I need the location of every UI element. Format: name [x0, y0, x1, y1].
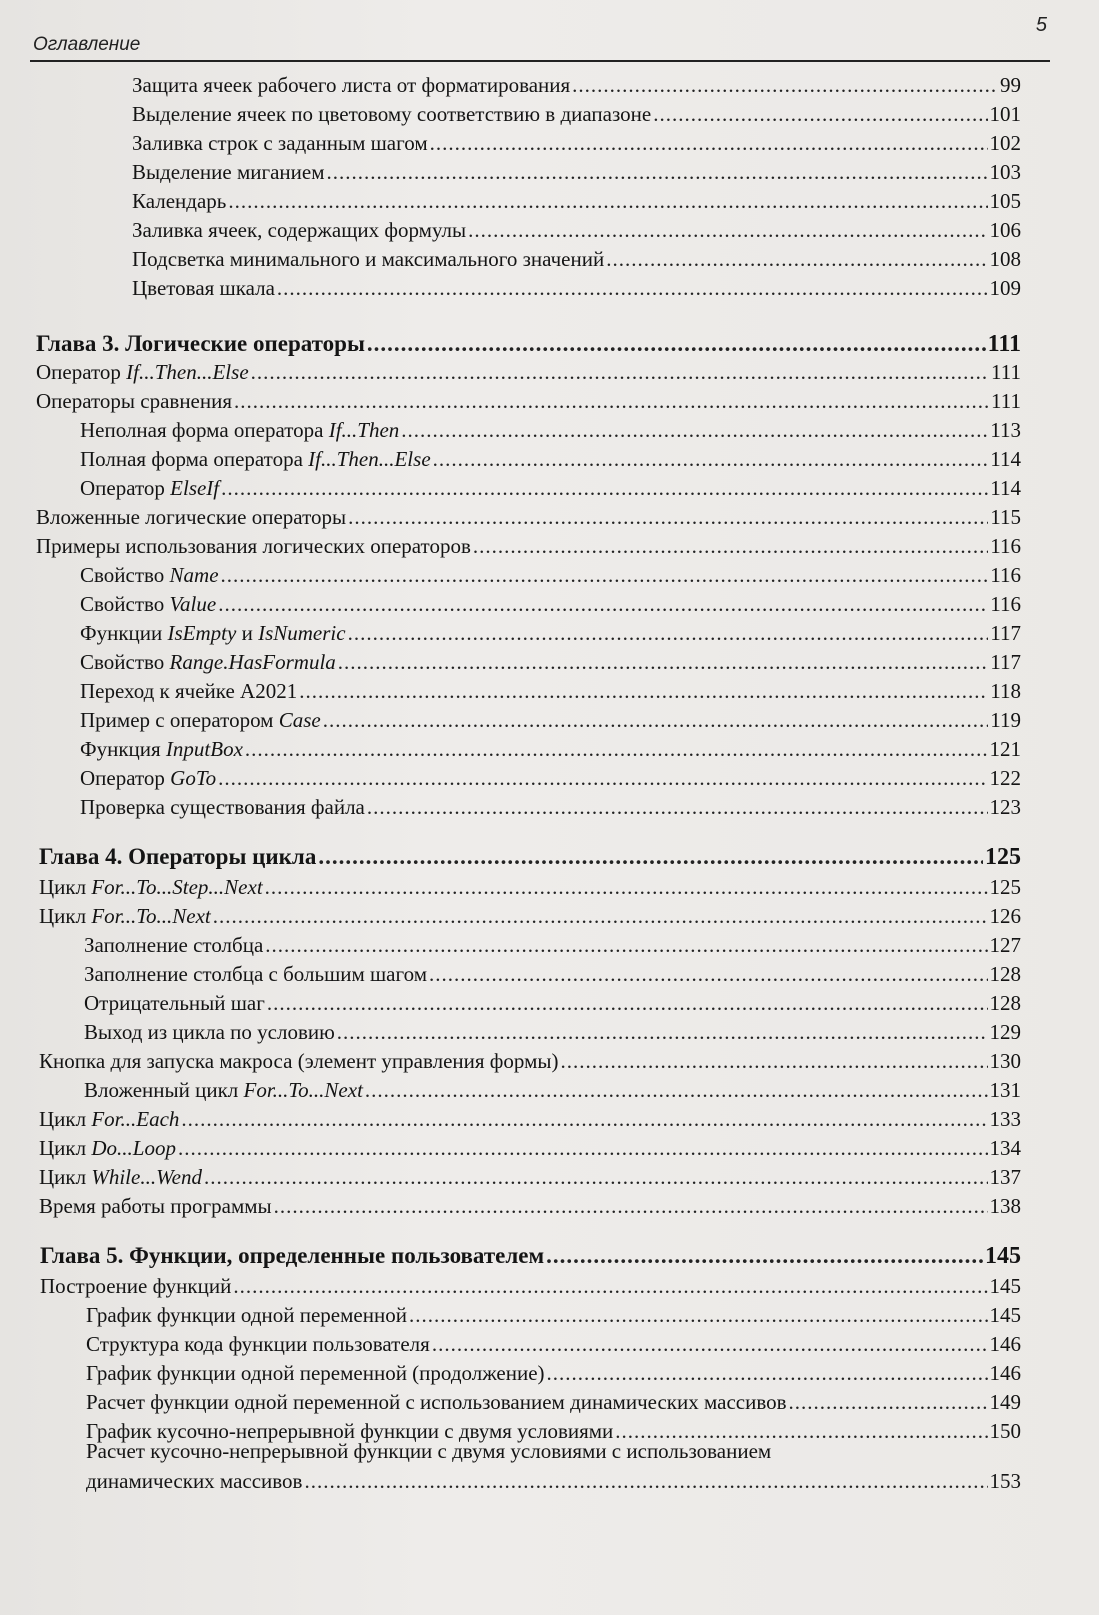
toc-leader-dots [178, 1134, 988, 1162]
toc-entry [84, 1076, 1021, 1104]
toc-entry-title: Цикл For...To...Next [39, 904, 211, 928]
toc-entry-title: Выделение ячеек по цветовому соответствию в диапазоне [132, 102, 652, 126]
toc-leader-dots [245, 735, 988, 763]
toc-entry [36, 358, 1021, 386]
toc-leader-dots [274, 1192, 988, 1220]
toc-entry-title: Переход к ячейке A2021 [80, 679, 298, 703]
toc-leader-dots [468, 216, 987, 244]
toc-entry-page: 146 [989, 1361, 1021, 1385]
toc-leader-dots [546, 1242, 983, 1270]
toc-entry-page: 150 [989, 1419, 1021, 1443]
toc-leader-dots [473, 532, 988, 560]
toc-entry-title: Структура кода функции пользователя [86, 1332, 430, 1356]
toc-leader-dots [213, 902, 988, 930]
toc-leader-dots [221, 474, 988, 502]
toc-entry-title: График функции одной переменной (продолжение) [86, 1361, 545, 1385]
toc-leader-dots [265, 873, 988, 901]
toc-entry-title: динамических массивов [86, 1469, 303, 1493]
toc-entry-page: 128 [989, 991, 1021, 1015]
toc-entry-page: 123 [989, 795, 1021, 819]
toc-entry-title: График кусочно-непрерывной функции с двумя условиями [86, 1419, 614, 1443]
toc-entry-title: Время работы программы [39, 1194, 272, 1218]
toc-leader-dots [429, 960, 988, 988]
toc-entry-page: 131 [989, 1078, 1021, 1102]
toc-leader-dots [430, 129, 988, 157]
toc-entry-page: 106 [989, 218, 1021, 242]
toc-leader-dots [218, 590, 988, 618]
toc-entry-title: Защита ячеек рабочего листа от форматирования [132, 73, 571, 97]
toc-entry-page: 146 [989, 1332, 1021, 1356]
toc-entry-title: Выход из цикла по условию [84, 1020, 335, 1044]
toc-leader-dots [432, 1330, 988, 1358]
toc-entry [39, 1047, 1021, 1075]
toc-entry-page: 137 [989, 1165, 1021, 1189]
toc-entry-page: 118 [990, 679, 1021, 703]
toc-leader-dots [265, 931, 987, 959]
toc-entry-title: Расчет функции одной переменной с использованием динамических массивов [86, 1390, 787, 1414]
toc-leader-dots [348, 619, 989, 647]
toc-entry-page: 103 [989, 160, 1021, 184]
toc-entry-title: Свойство Range.HasFormula [80, 650, 336, 674]
toc-entry-page: 122 [989, 766, 1021, 790]
toc-leader-dots [789, 1388, 988, 1416]
header-divider [30, 60, 1050, 62]
toc-entry [84, 1018, 1021, 1046]
toc-entry [39, 1134, 1021, 1162]
toc-leader-dots [277, 274, 988, 302]
toc-entry [39, 1192, 1021, 1220]
toc-entry-page: 126 [989, 904, 1021, 928]
toc-entry [39, 1105, 1021, 1133]
toc-entry [80, 648, 1021, 676]
toc-entry-title: Заливка строк с заданным шагом [132, 131, 428, 155]
toc-entry-page: 133 [989, 1107, 1021, 1131]
toc-entry-page: 119 [990, 708, 1021, 732]
toc-entry-title: Вложенные логические операторы [36, 505, 347, 529]
toc-leader-dots [547, 1359, 988, 1387]
toc-entry-page: 115 [990, 505, 1021, 529]
toc-entry-title: Функция InputBox [80, 737, 243, 761]
toc-entry-title: График функции одной переменной [86, 1303, 407, 1327]
toc-entry-page: 114 [990, 476, 1021, 500]
toc-entry [36, 387, 1021, 415]
toc-entry-title: Вложенный цикл For...To...Next [84, 1078, 363, 1102]
toc-leader-dots [560, 1047, 987, 1075]
toc-entry [40, 1272, 1021, 1300]
toc-entry [36, 532, 1021, 560]
toc-entry-page: 111 [987, 331, 1021, 357]
toc-entry [80, 764, 1021, 792]
toc-entry-title: Цикл For...Each [39, 1107, 180, 1131]
toc-leader-dots [181, 1105, 987, 1133]
toc-leader-dots [267, 989, 988, 1017]
toc-entry-page: 130 [989, 1049, 1021, 1073]
toc-entry-title: Полная форма оператора If...Then...Else [80, 447, 431, 471]
toc-leader-dots [367, 793, 988, 821]
toc-leader-dots [251, 358, 989, 386]
toc-entry-page: 105 [989, 189, 1021, 213]
toc-entry [132, 216, 1021, 244]
toc-entry-title: Цикл For...To...Step...Next [39, 875, 263, 899]
toc-entry-page: 145 [985, 1243, 1021, 1269]
toc-entry-title: Цикл While...Wend [39, 1165, 202, 1189]
toc-entry-title: Кнопка для запуска макроса (элемент управления формы) [39, 1049, 559, 1073]
toc-leader-dots [606, 245, 987, 273]
toc-leader-dots [318, 843, 983, 871]
toc-entry-title: Проверка существования файла [80, 795, 365, 819]
toc-entry-page: 129 [989, 1020, 1021, 1044]
toc-entry [84, 960, 1021, 988]
toc-leader-dots [304, 1467, 987, 1495]
toc-entry-title: Глава 4. Операторы цикла [39, 844, 317, 869]
toc-entry-title: Свойство Value [80, 592, 217, 616]
toc-entry-page: 127 [989, 933, 1021, 957]
toc-entry-page: 111 [991, 360, 1021, 384]
toc-entry-title: Примеры использования логических операторов [36, 534, 471, 558]
toc-entry-page: 153 [989, 1469, 1021, 1493]
toc-entry-page: 117 [990, 621, 1021, 645]
toc-entry-title: Цикл Do...Loop [39, 1136, 176, 1160]
toc-leader-dots [572, 71, 998, 99]
toc-entry [132, 100, 1021, 128]
toc-leader-dots [337, 1018, 988, 1046]
toc-entry-page: 138 [989, 1194, 1021, 1218]
toc-entry-title: Заливка ячеек, содержащих формулы [132, 218, 467, 242]
toc-entry-page: 114 [990, 447, 1021, 471]
toc-entry [80, 677, 1021, 705]
toc-leader-dots [221, 561, 989, 589]
toc-entry-title: Заполнение столбца с большим шагом [84, 962, 427, 986]
toc-entry-title: Операторы сравнения [36, 389, 233, 413]
toc-entry [39, 873, 1021, 901]
toc-entry-page: 116 [990, 592, 1021, 616]
toc-entry-title: Пример с оператором Case [80, 708, 321, 732]
toc-entry-title: Глава 3. Логические операторы [36, 331, 365, 356]
toc-entry-title: Календарь [132, 189, 227, 213]
toc-entry-page: 145 [989, 1274, 1021, 1298]
toc-leader-dots [348, 503, 988, 531]
toc-entry-page: 125 [989, 875, 1021, 899]
toc-entry [80, 793, 1021, 821]
toc-entry-title: Функции IsEmpty и IsNumeric [80, 621, 346, 645]
toc-entry-title: Выделение миганием [132, 160, 325, 184]
toc-entry [80, 706, 1021, 734]
toc-entry-page: 111 [991, 389, 1021, 413]
toc-entry-page: 117 [990, 650, 1021, 674]
toc-entry-title: Отрицательный шаг [84, 991, 265, 1015]
toc-entry-page: 108 [989, 247, 1021, 271]
toc-entry [132, 158, 1021, 186]
toc-entry [80, 416, 1021, 444]
toc-entry-title: Цветовая шкала [132, 276, 275, 300]
toc-entry-page: 116 [990, 563, 1021, 587]
toc-entry-page: 134 [989, 1136, 1021, 1160]
toc-entry [36, 503, 1021, 531]
toc-leader-dots [367, 330, 986, 358]
toc-entry [132, 187, 1021, 215]
toc-entry-page: 99 [1000, 73, 1021, 97]
toc-entry-page: 109 [989, 276, 1021, 300]
toc-entry-title: Неполная форма оператора If...Then [80, 418, 400, 442]
toc-entry [39, 902, 1021, 930]
toc-leader-dots [338, 648, 988, 676]
toc-entry-title: Подсветка минимального и максимального значений [132, 247, 605, 271]
toc-leader-dots [401, 416, 988, 444]
toc-entry-title: Свойство Name [80, 563, 219, 587]
toc-entry-page: 102 [989, 131, 1021, 155]
toc-leader-dots [204, 1163, 988, 1191]
toc-entry [132, 71, 1021, 99]
toc-leader-dots [233, 1272, 987, 1300]
toc-entry [80, 735, 1021, 763]
toc-leader-dots [323, 706, 989, 734]
toc-entry-page: 125 [985, 844, 1021, 870]
toc-entry [86, 1359, 1021, 1387]
toc-chapter-heading [39, 843, 1021, 871]
toc-entry-page: 149 [989, 1390, 1021, 1414]
toc-entry-page: 128 [989, 962, 1021, 986]
toc-entry [86, 1301, 1021, 1329]
toc-entry [84, 989, 1021, 1017]
toc-leader-dots [327, 158, 988, 186]
toc-leader-dots [299, 677, 988, 705]
toc-entry [86, 1467, 1021, 1495]
toc-entry [80, 445, 1021, 473]
toc-leader-dots [228, 187, 987, 215]
toc-entry [84, 931, 1021, 959]
toc-leader-dots [365, 1076, 988, 1104]
toc-entry-title: Оператор If...Then...Else [36, 360, 249, 384]
toc-leader-dots [218, 764, 987, 792]
toc-entry [80, 561, 1021, 589]
toc-entry [132, 129, 1021, 157]
toc-entry [86, 1388, 1021, 1416]
toc-entry [80, 619, 1021, 647]
toc-leader-dots [234, 387, 989, 415]
running-header-title: Оглавление [33, 34, 141, 55]
page-number: 5 [1035, 14, 1047, 36]
toc-entry-page: 113 [990, 418, 1021, 442]
toc-chapter-heading [36, 330, 1021, 358]
toc-entry-page: 116 [990, 534, 1021, 558]
toc-entry [86, 1330, 1021, 1358]
toc-entry-title: Заполнение столбца [84, 933, 264, 957]
toc-entry-title: Оператор GoTo [80, 766, 217, 790]
toc-entry [80, 590, 1021, 618]
toc-entry-page: 101 [989, 102, 1021, 126]
toc-entry [39, 1163, 1021, 1191]
toc-entry-title: Оператор ElseIf [80, 476, 220, 500]
toc-entry-page: 121 [989, 737, 1021, 761]
toc-leader-dots [433, 445, 989, 473]
toc-chapter-heading [40, 1242, 1021, 1270]
toc-entry [80, 474, 1021, 502]
toc-entry-page: 145 [989, 1303, 1021, 1327]
toc-leader-dots [653, 100, 987, 128]
toc-entry-title: Построение функций [40, 1274, 232, 1298]
toc-entry [132, 245, 1021, 273]
toc-leader-dots [409, 1301, 988, 1329]
toc-entry-title: Глава 5. Функции, определенные пользователем [40, 1243, 545, 1268]
toc-entry [132, 274, 1021, 302]
toc-entry-continued-line1: Расчет кусочно-непрерывной функции с двумя условиями с использованием [86, 1439, 772, 1463]
